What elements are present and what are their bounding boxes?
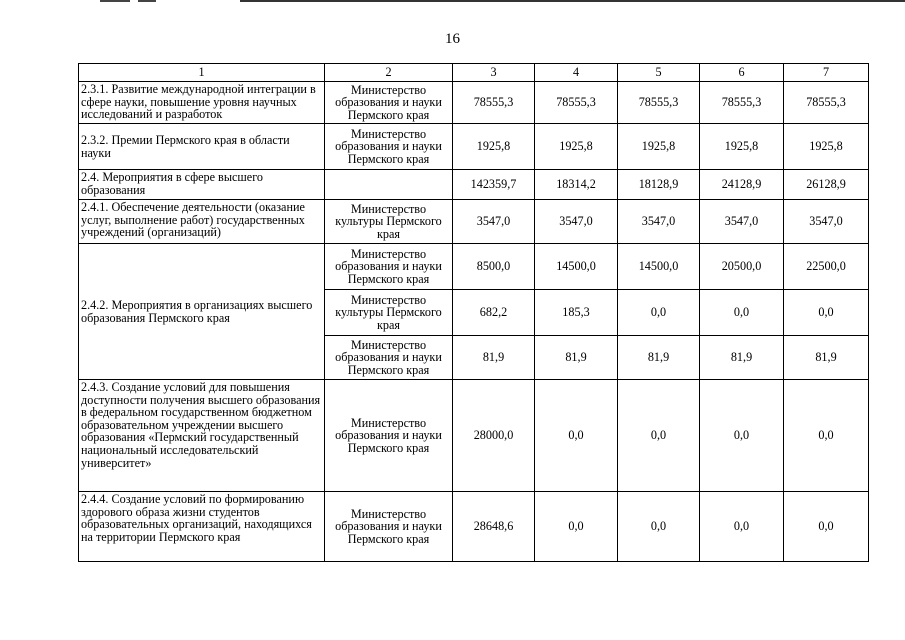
value-cell: 0,0: [700, 492, 784, 562]
value-cell: 1925,8: [453, 124, 535, 170]
value-cell: 8500,0: [453, 244, 535, 290]
value-cell: 1925,8: [618, 124, 700, 170]
table-row: [79, 244, 869, 290]
activity-name: 2.4.2. Мероприятия в организациях высшего образования Пермского края: [79, 244, 325, 380]
column-header: 6: [700, 64, 784, 82]
value-cell: 18128,9: [618, 170, 700, 200]
value-cell: 78555,3: [453, 82, 535, 124]
executor: Министерство образования и науки Пермского края: [325, 244, 453, 290]
table-row: [79, 124, 869, 170]
executor: Министерство образования и науки Пермского края: [325, 82, 453, 124]
column-header: 2: [325, 64, 453, 82]
value-cell: 3547,0: [700, 200, 784, 244]
value-cell: 0,0: [535, 492, 618, 562]
value-cell: 78555,3: [535, 82, 618, 124]
executor: Министерство культуры Пермского края: [325, 200, 453, 244]
value-cell: 0,0: [700, 290, 784, 336]
table-row: [79, 82, 869, 124]
value-cell: 14500,0: [618, 244, 700, 290]
value-cell: 20500,0: [700, 244, 784, 290]
value-cell: 1925,8: [535, 124, 618, 170]
value-cell: 0,0: [618, 290, 700, 336]
value-cell: 81,9: [618, 336, 700, 380]
value-cell: 0,0: [618, 492, 700, 562]
column-header: 3: [453, 64, 535, 82]
executor: Министерство образования и науки Пермского края: [325, 336, 453, 380]
value-cell: 81,9: [535, 336, 618, 380]
budget-table: [78, 63, 869, 562]
value-cell: 0,0: [784, 290, 869, 336]
executor: Министерство образования и науки Пермского края: [325, 380, 453, 492]
scan-edge-marks: [0, 0, 905, 4]
column-header: 5: [618, 64, 700, 82]
value-cell: 1925,8: [700, 124, 784, 170]
value-cell: 142359,7: [453, 170, 535, 200]
column-header: 7: [784, 64, 869, 82]
table-row: [79, 492, 869, 562]
executor: Министерство образования и науки Пермского края: [325, 492, 453, 562]
value-cell: 22500,0: [784, 244, 869, 290]
value-cell: 14500,0: [535, 244, 618, 290]
value-cell: 26128,9: [784, 170, 869, 200]
value-cell: 3547,0: [784, 200, 869, 244]
activity-name: 2.4.4. Создание условий по формированию здорового образа жизни студентов образовательных организаций, находящихся на территории Пермского края: [79, 492, 325, 562]
value-cell: 0,0: [700, 380, 784, 492]
value-cell: 682,2: [453, 290, 535, 336]
value-cell: 0,0: [535, 380, 618, 492]
value-cell: 0,0: [618, 380, 700, 492]
value-cell: 28000,0: [453, 380, 535, 492]
activity-name: 2.4. Мероприятия в сфере высшего образования: [79, 170, 325, 200]
column-header: 1: [79, 64, 325, 82]
executor: Министерство культуры Пермского края: [325, 290, 453, 336]
value-cell: 81,9: [784, 336, 869, 380]
value-cell: 81,9: [700, 336, 784, 380]
value-cell: 3547,0: [535, 200, 618, 244]
value-cell: 78555,3: [618, 82, 700, 124]
activity-name: 2.3.1. Развитие международной интеграции в сфере науки, повышение уровня научных исследований и разработок: [79, 82, 325, 124]
value-cell: 24128,9: [700, 170, 784, 200]
executor: Министерство образования и науки Пермского края: [325, 124, 453, 170]
activity-name: 2.3.2. Премии Пермского края в области науки: [79, 124, 325, 170]
page-number: 16: [445, 31, 460, 47]
value-cell: 0,0: [784, 380, 869, 492]
executor: [325, 170, 453, 200]
activity-name: 2.4.3. Создание условий для повышения доступности получения высшего образования в федеральном государственном бюджетном образовательном учреждении высшего образования «Пермский государственный национальный исследовательский университет»: [79, 380, 325, 492]
table-row: [79, 200, 869, 244]
table-row: [79, 170, 869, 200]
value-cell: 18314,2: [535, 170, 618, 200]
value-cell: 1925,8: [784, 124, 869, 170]
value-cell: 78555,3: [700, 82, 784, 124]
table-row: [79, 380, 869, 492]
value-cell: 81,9: [453, 336, 535, 380]
value-cell: 78555,3: [784, 82, 869, 124]
value-cell: 3547,0: [453, 200, 535, 244]
column-header: 4: [535, 64, 618, 82]
value-cell: 0,0: [784, 492, 869, 562]
activity-name: 2.4.1. Обеспечение деятельности (оказание услуг, выполнение работ) государственных учреждений (организаций): [79, 200, 325, 244]
value-cell: 3547,0: [618, 200, 700, 244]
value-cell: 185,3: [535, 290, 618, 336]
value-cell: 28648,6: [453, 492, 535, 562]
header-row: [79, 64, 869, 82]
